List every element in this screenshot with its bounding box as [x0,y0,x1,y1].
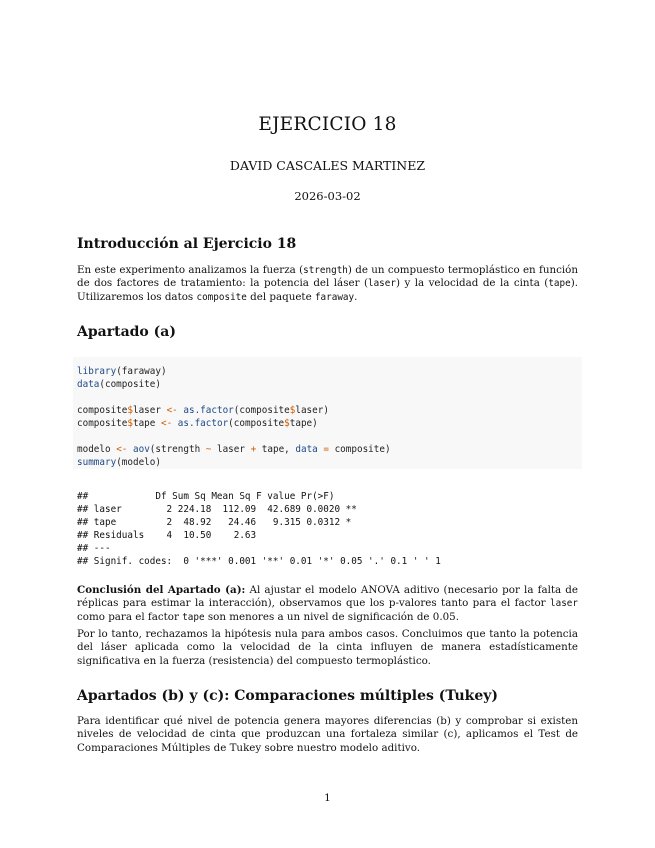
intro-heading: Introducción al Ejercicio 18 [77,236,297,252]
code-line: library(faraway) [77,366,167,377]
code-line: modelo <- aov(strength ~ laser + tape, data = composite) [77,444,391,455]
code-line: data(composite) [77,379,161,390]
document-author: DAVID CASCALES MARTINEZ [229,158,426,173]
code-line: composite$laser <- as.factor(composite$laser) [77,405,329,416]
code-line: summary(modelo) [77,457,161,468]
document-title: EJERCICIO 18 [258,114,397,135]
conclusion-paragraph: Conclusión del Apartado (a): Al ajustar el modelo ANOVA aditivo (necesario por la falta de réplicas para estimar la interacción), observamos que los p-valores tanto para el factor laser como para el factor tape son menores a un nivel de significación de 0.05. [77,584,578,623]
output-line: ## Signif. codes: 0 '***' 0.001 '**' 0.01 '*' 0.05 '.' 0.1 ' ' 1 [77,556,441,567]
output-line: ## tape 2 48.92 24.46 9.315 0.0312 * [77,517,352,528]
section-bc-paragraph: Para identificar qué nivel de potencia genera mayores diferencias (b) y comprobar si existen niveles de velocidad de cinta que produzcan una fortaleza similar (c), aplicamos el Test de Comparaciones Múltiples de Tukey sobre nuestro modelo aditivo. [77,715,578,754]
code-line: composite$tape <- as.factor(composite$tape) [77,418,318,429]
page-number: 1 [324,792,331,804]
output-line: ## --- [77,543,111,554]
output-line: ## Residuals 4 10.50 2.63 [77,530,257,541]
document-date: 2026-03-02 [294,189,361,203]
output-line: ## Df Sum Sq Mean Sq F value Pr(>F) [77,491,335,502]
conclusion-followup-paragraph: Por lo tanto, rechazamos la hipótesis nula para ambos casos. Concluimos que tanto la potencia del láser aplicada como la velocidad de la cinta influyen de manera estadísticamente significativa en la fuerza (resistencia) del compuesto termoplástico. [77,628,578,667]
section-a-heading: Apartado (a) [77,324,176,340]
output-line: ## laser 2 224.18 112.09 42.689 0.0020 ** [77,504,357,515]
intro-paragraph: En este experimento analizamos la fuerza (strength) de un compuesto termoplástico en función de dos factores de tratamiento: la potencia del láser (laser) y la velocidad de la cinta (tape). Utilizaremos los datos composite del paquete faraway. [77,264,578,303]
section-bc-heading: Apartados (b) y (c): Comparaciones múltiples (Tukey) [77,688,499,704]
